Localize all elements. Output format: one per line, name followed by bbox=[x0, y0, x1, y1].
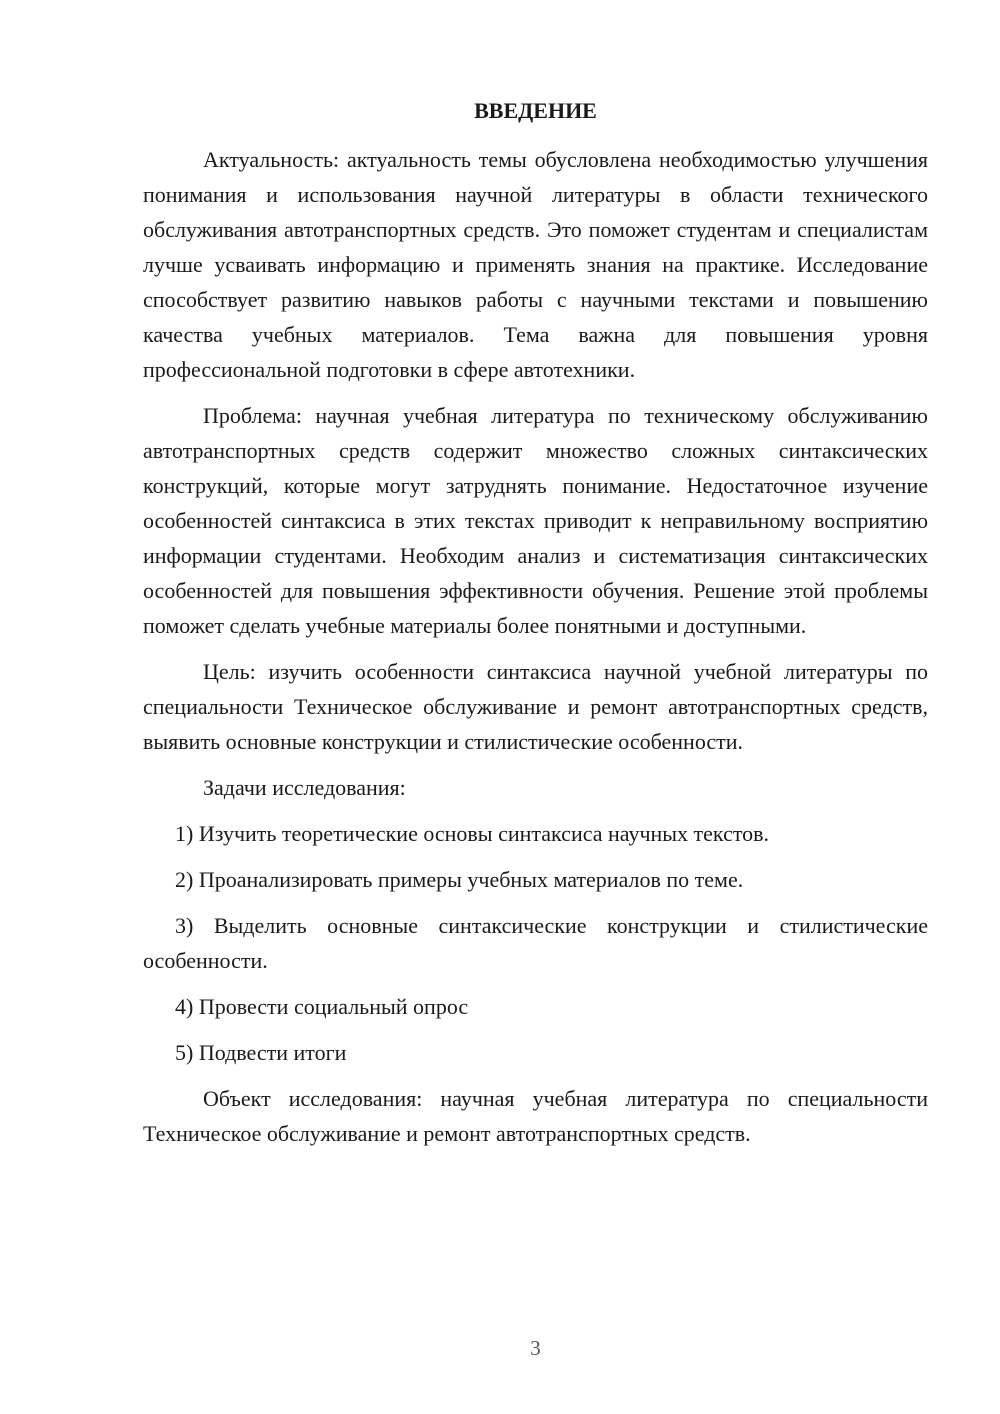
page-number: 3 bbox=[530, 1336, 541, 1360]
paragraph-problem: Проблема: научная учебная литература по техническому обслуживанию автотранспортных средств содержит множество сложных синтаксических конструкций, которые могут затруднять понимание. Недостаточное изучение особенностей синтаксиса в этих текстах приводит к неправильному восприятию информации студентами. Необходим анализ и систематизация синтаксических особенностей для повышения эффективности обучения. Решение этой проблемы поможет сделать учебные материалы более понятными и доступными. bbox=[143, 403, 928, 638]
task-item-2: 2) Проанализировать примеры учебных материалов по теме. bbox=[175, 867, 744, 892]
tasks-heading: Задачи исследования: bbox=[203, 775, 406, 800]
paragraph-object: Объект исследования: научная учебная литература по специальности Техническое обслуживание и ремонт автотранспортных средств. bbox=[143, 1086, 928, 1146]
task-item-5: 5) Подвести итоги bbox=[175, 1040, 347, 1065]
task-item-3: 3) Выделить основные синтаксические конструкции и стилистические особенности. bbox=[143, 913, 928, 973]
body-text bbox=[143, 142, 928, 1162]
task-item-1: 1) Изучить теоретические основы синтаксиса научных текстов. bbox=[175, 821, 770, 846]
task-item-4: 4) Провести социальный опрос bbox=[175, 994, 469, 1019]
paragraph-goal: Цель: изучить особенности синтаксиса научной учебной литературы по специальности Техническое обслуживание и ремонт автотранспортных средств, выявить основные конструкции и стилистические особенности. bbox=[143, 659, 928, 754]
document-page bbox=[143, 0, 928, 1414]
paragraph-relevance: Актуальность: актуальность темы обусловлена необходимостью улучшения понимания и использования научной литературы в области технического обслуживания автотранспортных средств. Это поможет студентам и специалистам лучше усваивать информацию и применять знания на практике. Исследование способствует развитию навыков работы с научными текстами и повышению качества учебных материалов. Тема важна для повышения уровня профессиональной подготовки в сфере автотехники. bbox=[143, 147, 928, 382]
section-title: ВВЕДЕНИЕ bbox=[474, 98, 597, 123]
